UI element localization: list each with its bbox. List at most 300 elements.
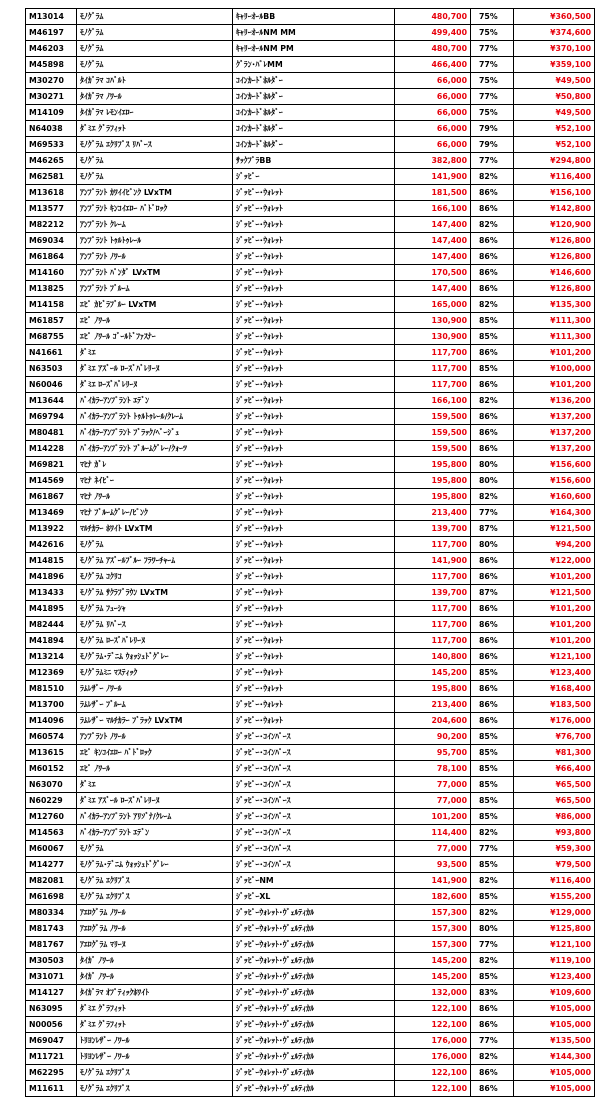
product-name-cell: ﾀｲｶﾞﾗﾏ ﾚﾓﾝｲｴﾛｰ: [77, 105, 233, 121]
rate-cell: 77%: [471, 1033, 514, 1049]
table-row: [26, 665, 595, 681]
rate-cell: 82%: [471, 489, 514, 505]
rate-cell: 86%: [471, 617, 514, 633]
item-type-cell: ｼﾞｯﾋﾟｰ･ｺｲﾝﾊﾟｰｽ: [233, 793, 395, 809]
product-name-cell: ﾊﾞｲｶﾗｰｱﾝﾌﾟﾗﾝﾄ ｴﾃﾞﾝ: [77, 825, 233, 841]
model-code-cell: M13922: [26, 521, 77, 537]
product-name-cell: ﾗﾑﾚｻﾞｰ ﾏﾙﾁｶﾗｰ ﾌﾞﾗｯｸ LVxTM: [77, 713, 233, 729]
item-type-cell: ｼﾞｯﾋﾟｰ･ｳｫﾚｯﾄ: [233, 217, 395, 233]
table-row: [26, 329, 595, 345]
buy-price-cell: ¥156,100: [514, 185, 595, 201]
model-code-cell: M13618: [26, 185, 77, 201]
model-code-cell: M30271: [26, 89, 77, 105]
rate-cell: 77%: [471, 505, 514, 521]
retail-price-cell: 159,500: [395, 425, 471, 441]
rate-cell: 82%: [471, 873, 514, 889]
buy-price-cell: ¥123,400: [514, 665, 595, 681]
product-name-cell: ﾓﾉｸﾞﾗﾑ ｻｸﾗﾌﾞﾗｳﾝ LVxTM: [77, 585, 233, 601]
model-code-cell: M60152: [26, 761, 77, 777]
model-code-cell: M80334: [26, 905, 77, 921]
rate-cell: 87%: [471, 521, 514, 537]
item-type-cell: ｼﾞｯﾋﾟｰｳｫﾚｯﾄ･ｳﾞｪﾙﾃｨｶﾙ: [233, 1001, 395, 1017]
product-name-cell: ﾄﾘﾖﾝﾚｻﾞｰ ﾉﾜｰﾙ: [77, 1049, 233, 1065]
buy-price-cell: ¥49,500: [514, 105, 595, 121]
rate-cell: 75%: [471, 73, 514, 89]
buy-price-cell: ¥65,500: [514, 793, 595, 809]
buy-price-cell: ¥156,600: [514, 473, 595, 489]
retail-price-cell: 139,700: [395, 521, 471, 537]
table-row: [26, 425, 595, 441]
model-code-cell: M62581: [26, 169, 77, 185]
item-type-cell: ｼﾞｯﾋﾟｰ･ｳｫﾚｯﾄ: [233, 505, 395, 521]
table-row: [26, 105, 595, 121]
rate-cell: 82%: [471, 217, 514, 233]
retail-price-cell: 117,700: [395, 345, 471, 361]
item-type-cell: ｼﾞｯﾋﾟｰ･ｳｫﾚｯﾄ: [233, 649, 395, 665]
product-name-cell: ﾊﾞｲｶﾗｰｱﾝﾌﾟﾗﾝﾄ ﾌﾞﾙｰﾑｸﾞﾚｰ/ｸｫｰﾂ: [77, 441, 233, 457]
table-row: [26, 553, 595, 569]
product-name-cell: ﾊﾞｲｶﾗｰｱﾝﾌﾟﾗﾝﾄ ｱﾘｿﾞﾅ/ｸﾚｰﾑ: [77, 809, 233, 825]
table-row: [26, 505, 595, 521]
rate-cell: 77%: [471, 41, 514, 57]
table-row: [26, 57, 595, 73]
buy-price-cell: ¥100,000: [514, 361, 595, 377]
retail-price-cell: 145,200: [395, 665, 471, 681]
model-code-cell: M13014: [26, 9, 77, 25]
product-name-cell: ﾏﾋﾅ ｶﾞﾚ: [77, 457, 233, 473]
model-code-cell: M69533: [26, 137, 77, 153]
model-code-cell: M69821: [26, 457, 77, 473]
item-type-cell: ｼﾞｯﾋﾟｰ･ｳｫﾚｯﾄ: [233, 281, 395, 297]
retail-price-cell: 145,200: [395, 969, 471, 985]
product-name-cell: ﾄﾘﾖﾝﾚｻﾞｰ ﾉﾜｰﾙ: [77, 1033, 233, 1049]
table-row: [26, 153, 595, 169]
model-code-cell: N63095: [26, 1001, 77, 1017]
item-type-cell: ｻｯｸﾌﾟﾗBB: [233, 153, 395, 169]
product-name-cell: ﾏﾙﾁｶﾗｰ ﾎﾜｲﾄ LVxTM: [77, 521, 233, 537]
product-name-cell: ｴﾋﾟ ﾉﾜｰﾙ: [77, 761, 233, 777]
buy-price-cell: ¥111,300: [514, 313, 595, 329]
model-code-cell: M46265: [26, 153, 77, 169]
rate-cell: 85%: [471, 889, 514, 905]
model-code-cell: M82081: [26, 873, 77, 889]
product-name-cell: ﾏﾋﾅ ﾉﾜｰﾙ: [77, 489, 233, 505]
item-type-cell: ｼﾞｯﾋﾟｰｳｫﾚｯﾄ･ｳﾞｪﾙﾃｨｶﾙ: [233, 953, 395, 969]
rate-cell: 86%: [471, 377, 514, 393]
model-code-cell: M13469: [26, 505, 77, 521]
rate-cell: 82%: [471, 169, 514, 185]
buy-price-cell: ¥137,200: [514, 441, 595, 457]
retail-price-cell: 66,000: [395, 89, 471, 105]
retail-price-cell: 480,700: [395, 41, 471, 57]
item-type-cell: ｼﾞｯﾋﾟｰｳｫﾚｯﾄ･ｳﾞｪﾙﾃｨｶﾙ: [233, 921, 395, 937]
item-type-cell: ｼﾞｯﾋﾟｰ･ｳｫﾚｯﾄ: [233, 265, 395, 281]
retail-price-cell: 166,100: [395, 393, 471, 409]
item-type-cell: ｼﾞｯﾋﾟｰ･ｳｫﾚｯﾄ: [233, 601, 395, 617]
product-name-cell: ﾏﾋﾅ ﾈｲﾋﾞｰ: [77, 473, 233, 489]
model-code-cell: M14569: [26, 473, 77, 489]
product-name-cell: ｴﾋﾟ ﾉﾜｰﾙ: [77, 313, 233, 329]
buy-price-cell: ¥155,200: [514, 889, 595, 905]
product-name-cell: ﾀﾞﾐｴ ﾛｰｽﾞﾊﾞﾚﾘｰﾇ: [77, 377, 233, 393]
item-type-cell: ｼﾞｯﾋﾟｰ･ｳｫﾚｯﾄ: [233, 345, 395, 361]
product-name-cell: ﾀﾞﾐｴ ｱｽﾞｰﾙ ﾛｰｽﾞﾊﾞﾚﾘｰﾇ: [77, 793, 233, 809]
retail-price-cell: 480,700: [395, 9, 471, 25]
price-table: [25, 8, 595, 1097]
model-code-cell: M14160: [26, 265, 77, 281]
item-type-cell: ｼﾞｯﾋﾟｰ･ｺｲﾝﾊﾟｰｽ: [233, 729, 395, 745]
product-name-cell: ﾊﾞｲｶﾗｰｱﾝﾌﾟﾗﾝﾄ ｴﾃﾞﾝ: [77, 393, 233, 409]
rate-cell: 82%: [471, 393, 514, 409]
retail-price-cell: 157,300: [395, 921, 471, 937]
table-row: [26, 761, 595, 777]
rate-cell: 85%: [471, 793, 514, 809]
item-type-cell: ｺｲﾝｶｰﾄﾞﾎﾙﾀﾞｰ: [233, 105, 395, 121]
buy-price-cell: ¥126,800: [514, 281, 595, 297]
item-type-cell: ｼﾞｯﾋﾟｰ･ｺｲﾝﾊﾟｰｽ: [233, 825, 395, 841]
product-name-cell: ﾀﾞﾐｴ ｱｽﾞｰﾙ ﾛｰｽﾞﾊﾞﾚﾘｰﾇ: [77, 361, 233, 377]
rate-cell: 75%: [471, 9, 514, 25]
model-code-cell: M13433: [26, 585, 77, 601]
product-name-cell: ｱｴﾛｸﾞﾗﾑ ﾉﾜｰﾙ: [77, 921, 233, 937]
buy-price-cell: ¥65,500: [514, 777, 595, 793]
rate-cell: 86%: [471, 1001, 514, 1017]
rate-cell: 86%: [471, 249, 514, 265]
item-type-cell: ｼﾞｯﾋﾟｰｳｫﾚｯﾄ･ｳﾞｪﾙﾃｨｶﾙ: [233, 1065, 395, 1081]
item-type-cell: ｼﾞｯﾋﾟｰ･ｳｫﾚｯﾄ: [233, 665, 395, 681]
item-type-cell: ｼﾞｯﾋﾟｰ: [233, 169, 395, 185]
product-name-cell: ﾊﾞｲｶﾗｰｱﾝﾌﾟﾗﾝﾄ ﾌﾞﾗｯｸ/ﾍﾞｰｼﾞｭ: [77, 425, 233, 441]
table-row: [26, 617, 595, 633]
model-code-cell: M69034: [26, 233, 77, 249]
buy-price-cell: ¥121,100: [514, 937, 595, 953]
product-name-cell: ﾓﾉｸﾞﾗﾑ: [77, 57, 233, 73]
table-row: [26, 121, 595, 137]
item-type-cell: ｺｲﾝｶｰﾄﾞﾎﾙﾀﾞｰ: [233, 137, 395, 153]
rate-cell: 86%: [471, 649, 514, 665]
table-row: [26, 521, 595, 537]
buy-price-cell: ¥294,800: [514, 153, 595, 169]
product-name-cell: ｱﾝﾌﾟﾗﾝﾄ ｸﾚｰﾑ: [77, 217, 233, 233]
product-name-cell: ﾀﾞﾐｴ ｸﾞﾗﾌｨｯﾄ: [77, 1017, 233, 1033]
rate-cell: 85%: [471, 665, 514, 681]
model-code-cell: M14277: [26, 857, 77, 873]
product-name-cell: ﾗﾑﾚｻﾞｰ ﾌﾞﾙｰﾑ: [77, 697, 233, 713]
model-code-cell: M13644: [26, 393, 77, 409]
retail-price-cell: 147,400: [395, 217, 471, 233]
buy-price-cell: ¥176,000: [514, 713, 595, 729]
retail-price-cell: 159,500: [395, 441, 471, 457]
retail-price-cell: 176,000: [395, 1033, 471, 1049]
model-code-cell: N63503: [26, 361, 77, 377]
item-type-cell: ｺｲﾝｶｰﾄﾞﾎﾙﾀﾞｰ: [233, 121, 395, 137]
buy-price-cell: ¥52,100: [514, 121, 595, 137]
table-row: [26, 745, 595, 761]
rate-cell: 86%: [471, 633, 514, 649]
rate-cell: 85%: [471, 313, 514, 329]
retail-price-cell: 181,500: [395, 185, 471, 201]
buy-price-cell: ¥101,200: [514, 377, 595, 393]
product-name-cell: ｱｴﾛｸﾞﾗﾑ ﾏﾘｰﾇ: [77, 937, 233, 953]
rate-cell: 85%: [471, 777, 514, 793]
buy-price-cell: ¥86,000: [514, 809, 595, 825]
retail-price-cell: 165,000: [395, 297, 471, 313]
rate-cell: 85%: [471, 729, 514, 745]
item-type-cell: ｼﾞｯﾋﾟｰ･ｺｲﾝﾊﾟｰｽ: [233, 841, 395, 857]
buy-price-cell: ¥135,300: [514, 297, 595, 313]
product-name-cell: ﾓﾉｸﾞﾗﾑ: [77, 169, 233, 185]
retail-price-cell: 213,400: [395, 505, 471, 521]
table-row: [26, 937, 595, 953]
product-name-cell: ﾓﾉｸﾞﾗﾑﾐﾆ ﾏｽﾃｨｯｸ: [77, 665, 233, 681]
rate-cell: 85%: [471, 809, 514, 825]
buy-price-cell: ¥52,100: [514, 137, 595, 153]
retail-price-cell: 139,700: [395, 585, 471, 601]
table-row: [26, 873, 595, 889]
rate-cell: 86%: [471, 265, 514, 281]
table-row: [26, 681, 595, 697]
item-type-cell: ｼﾞｯﾋﾟｰ･ｳｫﾚｯﾄ: [233, 489, 395, 505]
item-type-cell: ｼﾞｯﾋﾟｰ･ｳｫﾚｯﾄ: [233, 537, 395, 553]
buy-price-cell: ¥101,200: [514, 601, 595, 617]
retail-price-cell: 66,000: [395, 105, 471, 121]
retail-price-cell: 130,900: [395, 329, 471, 345]
item-type-cell: ｼﾞｯﾋﾟｰｳｫﾚｯﾄ･ｳﾞｪﾙﾃｨｶﾙ: [233, 1081, 395, 1097]
model-code-cell: M13577: [26, 201, 77, 217]
model-code-cell: M41894: [26, 633, 77, 649]
buy-price-cell: ¥359,100: [514, 57, 595, 73]
item-type-cell: ｼﾞｯﾋﾟｰｳｫﾚｯﾄ･ｳﾞｪﾙﾃｨｶﾙ: [233, 1033, 395, 1049]
product-name-cell: ｴﾋﾟ ｶﾋﾞﾗﾌﾞﾙｰ LVxTM: [77, 297, 233, 313]
product-name-cell: ﾓﾉｸﾞﾗﾑ ｱｽﾞｰﾙﾌﾞﾙｰ ﾌﾗﾜｰﾁｬｰﾑ: [77, 553, 233, 569]
rate-cell: 77%: [471, 89, 514, 105]
rate-cell: 79%: [471, 121, 514, 137]
item-type-cell: ｼﾞｯﾋﾟｰ･ｳｫﾚｯﾄ: [233, 441, 395, 457]
item-type-cell: ｼﾞｯﾋﾟｰ･ｳｫﾚｯﾄ: [233, 425, 395, 441]
buy-price-cell: ¥123,400: [514, 969, 595, 985]
buy-price-cell: ¥360,500: [514, 9, 595, 25]
buy-price-cell: ¥79,500: [514, 857, 595, 873]
rate-cell: 82%: [471, 905, 514, 921]
product-name-cell: ﾗﾑﾚｻﾞｰ ﾉﾜｰﾙ: [77, 681, 233, 697]
retail-price-cell: 117,700: [395, 537, 471, 553]
product-name-cell: ﾓﾉｸﾞﾗﾑ ｺｸﾘｺ: [77, 569, 233, 585]
table-row: [26, 441, 595, 457]
retail-price-cell: 145,200: [395, 953, 471, 969]
product-name-cell: ﾀｲｶﾞ ﾉﾜｰﾙ: [77, 969, 233, 985]
buy-price-cell: ¥76,700: [514, 729, 595, 745]
model-code-cell: M11721: [26, 1049, 77, 1065]
table-row: [26, 537, 595, 553]
item-type-cell: ｼﾞｯﾋﾟｰ･ｺｲﾝﾊﾟｰｽ: [233, 777, 395, 793]
product-name-cell: ｱｴﾛｸﾞﾗﾑ ﾉﾜｰﾙ: [77, 905, 233, 921]
model-code-cell: M82444: [26, 617, 77, 633]
table-row: [26, 489, 595, 505]
item-type-cell: ｼﾞｯﾋﾟｰ･ｳｫﾚｯﾄ: [233, 569, 395, 585]
buy-price-cell: ¥137,200: [514, 409, 595, 425]
buy-price-cell: ¥122,000: [514, 553, 595, 569]
buy-price-cell: ¥49,500: [514, 73, 595, 89]
table-row: [26, 889, 595, 905]
table-row: [26, 41, 595, 57]
model-code-cell: M46203: [26, 41, 77, 57]
retail-price-cell: 182,600: [395, 889, 471, 905]
product-name-cell: ﾓﾉｸﾞﾗﾑ ｴｸﾘﾌﾟｽ: [77, 889, 233, 905]
model-code-cell: M61867: [26, 489, 77, 505]
item-type-cell: ｼﾞｯﾋﾟｰｳｫﾚｯﾄ･ｳﾞｪﾙﾃｨｶﾙ: [233, 1017, 395, 1033]
retail-price-cell: 141,900: [395, 169, 471, 185]
table-row: [26, 921, 595, 937]
table-row: [26, 217, 595, 233]
product-name-cell: ﾓﾉｸﾞﾗﾑ･ﾃﾞﾆﾑ ｳｫｯｼｭﾄﾞｸﾞﾚｰ: [77, 649, 233, 665]
buy-price-cell: ¥116,400: [514, 169, 595, 185]
rate-cell: 85%: [471, 969, 514, 985]
rate-cell: 86%: [471, 1017, 514, 1033]
model-code-cell: M69047: [26, 1033, 77, 1049]
item-type-cell: ｼﾞｯﾋﾟｰ･ｺｲﾝﾊﾟｰｽ: [233, 761, 395, 777]
product-name-cell: ﾀｲｶﾞ ﾉﾜｰﾙ: [77, 953, 233, 969]
rate-cell: 82%: [471, 825, 514, 841]
retail-price-cell: 159,500: [395, 409, 471, 425]
model-code-cell: M41895: [26, 601, 77, 617]
buy-price-cell: ¥105,000: [514, 1001, 595, 1017]
rate-cell: 86%: [471, 553, 514, 569]
retail-price-cell: 157,300: [395, 937, 471, 953]
model-code-cell: M14127: [26, 985, 77, 1001]
item-type-cell: ｼﾞｯﾋﾟｰ･ｳｫﾚｯﾄ: [233, 313, 395, 329]
rate-cell: 79%: [471, 137, 514, 153]
model-code-cell: N60046: [26, 377, 77, 393]
rate-cell: 77%: [471, 841, 514, 857]
rate-cell: 86%: [471, 697, 514, 713]
buy-price-cell: ¥66,400: [514, 761, 595, 777]
model-code-cell: N41661: [26, 345, 77, 361]
product-name-cell: ﾓﾉｸﾞﾗﾑ ｴｸﾘﾌﾟｽ: [77, 1065, 233, 1081]
table-row: [26, 857, 595, 873]
retail-price-cell: 122,100: [395, 1001, 471, 1017]
item-type-cell: ｼﾞｯﾋﾟｰ･ｳｫﾚｯﾄ: [233, 473, 395, 489]
item-type-cell: ｼﾞｯﾋﾟｰｳｫﾚｯﾄ･ｳﾞｪﾙﾃｨｶﾙ: [233, 985, 395, 1001]
product-name-cell: ﾀﾞﾐｴ: [77, 777, 233, 793]
rate-cell: 75%: [471, 105, 514, 121]
buy-price-cell: ¥101,200: [514, 345, 595, 361]
table-row: [26, 633, 595, 649]
product-name-cell: ﾓﾉｸﾞﾗﾑ ｴｸﾘﾌﾟｽ: [77, 873, 233, 889]
rate-cell: 86%: [471, 601, 514, 617]
buy-price-cell: ¥119,100: [514, 953, 595, 969]
buy-price-cell: ¥126,800: [514, 233, 595, 249]
product-name-cell: ｱﾝﾌﾟﾗﾝﾄ ﾊﾟﾝﾀﾞ LVxTM: [77, 265, 233, 281]
rate-cell: 80%: [471, 537, 514, 553]
retail-price-cell: 101,200: [395, 809, 471, 825]
product-name-cell: ｴﾋﾟ ｷﾝｺｲｴﾛｰ ﾊﾞﾄﾞﾛｯｸ: [77, 745, 233, 761]
retail-price-cell: 122,100: [395, 1081, 471, 1097]
product-name-cell: ﾀﾞﾐｴ: [77, 345, 233, 361]
table-row: [26, 249, 595, 265]
retail-price-cell: 176,000: [395, 1049, 471, 1065]
model-code-cell: M62295: [26, 1065, 77, 1081]
table-row: [26, 457, 595, 473]
table-row: [26, 729, 595, 745]
retail-price-cell: 66,000: [395, 73, 471, 89]
table-row: [26, 297, 595, 313]
model-code-cell: M82212: [26, 217, 77, 233]
retail-price-cell: 77,000: [395, 777, 471, 793]
model-code-cell: M81743: [26, 921, 77, 937]
product-name-cell: ﾓﾉｸﾞﾗﾑ ﾌｭｰｼｬ: [77, 601, 233, 617]
table-row: [26, 361, 595, 377]
retail-price-cell: 147,400: [395, 281, 471, 297]
table-row: [26, 25, 595, 41]
buy-price-cell: ¥135,500: [514, 1033, 595, 1049]
table-row: [26, 697, 595, 713]
rate-cell: 86%: [471, 681, 514, 697]
table-row: [26, 1065, 595, 1081]
model-code-cell: M13615: [26, 745, 77, 761]
item-type-cell: ｼﾞｯﾋﾟｰ･ｺｲﾝﾊﾟｰｽ: [233, 809, 395, 825]
rate-cell: 86%: [471, 409, 514, 425]
model-code-cell: M13825: [26, 281, 77, 297]
item-type-cell: ｼﾞｯﾋﾟｰ･ｳｫﾚｯﾄ: [233, 457, 395, 473]
buy-price-cell: ¥121,100: [514, 649, 595, 665]
retail-price-cell: 66,000: [395, 121, 471, 137]
buy-price-cell: ¥105,000: [514, 1065, 595, 1081]
retail-price-cell: 195,800: [395, 681, 471, 697]
model-code-cell: M14096: [26, 713, 77, 729]
table-row: [26, 1049, 595, 1065]
item-type-cell: ｼﾞｯﾋﾟｰ･ｳｫﾚｯﾄ: [233, 713, 395, 729]
item-type-cell: ｼﾞｯﾋﾟｰ･ｳｫﾚｯﾄ: [233, 185, 395, 201]
rate-cell: 80%: [471, 921, 514, 937]
buy-price-cell: ¥164,300: [514, 505, 595, 521]
table-row: [26, 985, 595, 1001]
model-code-cell: M61698: [26, 889, 77, 905]
table-row: [26, 345, 595, 361]
table-row: [26, 793, 595, 809]
product-name-cell: ﾊﾞｲｶﾗｰｱﾝﾌﾟﾗﾝﾄ ﾄｩﾙﾄｩﾚｰﾙ/ｸﾚｰﾑ: [77, 409, 233, 425]
model-code-cell: M81767: [26, 937, 77, 953]
table-row: [26, 281, 595, 297]
product-name-cell: ｴﾋﾟ ﾉﾜｰﾙ ｺﾞｰﾙﾄﾞﾌｧｽﾅｰ: [77, 329, 233, 345]
rate-cell: 80%: [471, 457, 514, 473]
model-code-cell: M14109: [26, 105, 77, 121]
retail-price-cell: 166,100: [395, 201, 471, 217]
buy-price-cell: ¥120,900: [514, 217, 595, 233]
retail-price-cell: 117,700: [395, 377, 471, 393]
rate-cell: 86%: [471, 425, 514, 441]
rate-cell: 86%: [471, 713, 514, 729]
table-row: [26, 393, 595, 409]
model-code-cell: M69794: [26, 409, 77, 425]
item-type-cell: ｼﾞｯﾋﾟｰ･ｳｫﾚｯﾄ: [233, 681, 395, 697]
retail-price-cell: 195,800: [395, 473, 471, 489]
item-type-cell: ｼﾞｯﾋﾟｰ･ｳｫﾚｯﾄ: [233, 409, 395, 425]
item-type-cell: ｼﾞｯﾋﾟｰｳｫﾚｯﾄ･ｳﾞｪﾙﾃｨｶﾙ: [233, 905, 395, 921]
item-type-cell: ｼﾞｯﾋﾟｰ･ｳｫﾚｯﾄ: [233, 377, 395, 393]
item-type-cell: ｼﾞｯﾋﾟｰｳｫﾚｯﾄ･ｳﾞｪﾙﾃｨｶﾙ: [233, 969, 395, 985]
buy-price-cell: ¥105,000: [514, 1017, 595, 1033]
model-code-cell: N00056: [26, 1017, 77, 1033]
model-code-cell: M81510: [26, 681, 77, 697]
retail-price-cell: 147,400: [395, 249, 471, 265]
model-code-cell: M45898: [26, 57, 77, 73]
buy-price-cell: ¥50,800: [514, 89, 595, 105]
table-row: [26, 1033, 595, 1049]
buy-price-cell: ¥137,200: [514, 425, 595, 441]
retail-price-cell: 382,800: [395, 153, 471, 169]
retail-price-cell: 117,700: [395, 361, 471, 377]
retail-price-cell: 95,700: [395, 745, 471, 761]
